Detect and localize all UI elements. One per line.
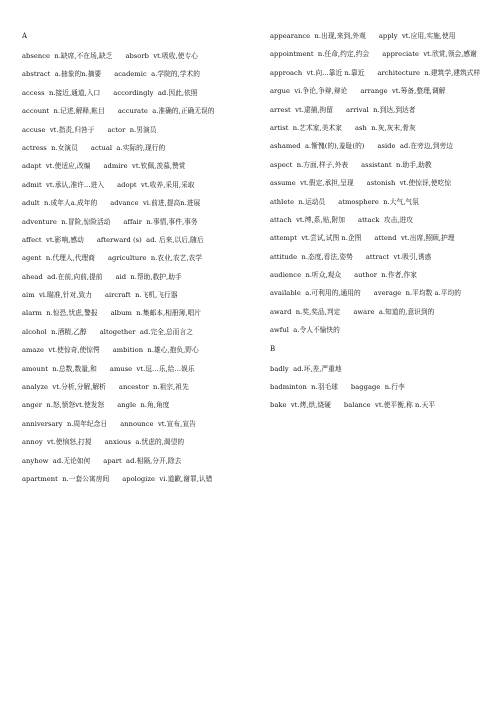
- vocab-definition: vt.逗…乐,给…娱乐: [136, 364, 195, 373]
- vocab-entry: [270, 252, 486, 263]
- vocab-definition: a.令人不愉快的: [293, 326, 340, 335]
- vocab-word: available: [270, 289, 301, 298]
- vocab-definition: vt.假定,承担,呈现: [300, 179, 354, 188]
- vocab-definition: n.出现,来到,外观: [314, 32, 366, 40]
- vocab-definition: n.冒险,惊险活动: [61, 217, 111, 226]
- vocab-word: ashamed: [270, 142, 301, 151]
- vocab-definition: vt.收养,采用,采取: [141, 180, 195, 189]
- vocab-definition: vt.筹备,整理,调解: [391, 87, 446, 96]
- vocab-word: amuse: [109, 364, 133, 373]
- vocab-definition: n.成年人a.成年的: [44, 199, 98, 208]
- vocab-entry: [22, 364, 256, 375]
- vocab-definition: n.大气,气氛: [383, 197, 419, 206]
- vocab-word: average: [373, 289, 402, 298]
- vocab-word: approach: [270, 68, 303, 77]
- vocab-entry: [22, 419, 256, 430]
- vocab-word: appearance: [270, 32, 311, 40]
- vocab-entry: [270, 364, 486, 375]
- vocab-entry: [270, 215, 486, 226]
- vocab-entry: [22, 180, 256, 191]
- vocab-word: aware: [353, 307, 375, 316]
- vocab-word: apartment: [22, 474, 58, 483]
- vocab-word: account: [22, 107, 50, 116]
- vocab-entry: [270, 400, 486, 411]
- vocab-entry: [270, 382, 486, 393]
- vocab-entry: [270, 178, 486, 189]
- vocab-entry: [22, 474, 256, 485]
- vocab-word: aspect: [270, 160, 293, 169]
- vocab-definition: n.事情,事件,事务: [146, 217, 198, 226]
- vocab-definition: n.角,角度: [140, 401, 170, 410]
- vocab-word: alarm: [22, 309, 42, 318]
- vocab-word: badminton: [270, 383, 307, 392]
- vocab-definition: n.男演员: [129, 125, 157, 134]
- vocab-entry: [22, 308, 256, 319]
- vocab-definition: n.态度,看法,姿势: [301, 252, 353, 261]
- vocab-word: announce: [120, 419, 154, 428]
- vocab-word: accuse: [22, 125, 46, 134]
- vocab-definition: n.惊恐,忧虑,警报: [46, 309, 98, 318]
- vocab-word: athlete: [270, 197, 295, 206]
- vocab-definition: vt.吸引,诱惑: [393, 252, 432, 261]
- vocab-definition: vt.缚,系,贴,附加: [296, 215, 346, 224]
- vocab-word: actress: [22, 143, 47, 152]
- vocab-entry: [22, 400, 256, 411]
- vocab-entry: [22, 217, 256, 228]
- vocab-definition: ad.坏,差,严重地: [293, 364, 342, 373]
- vocab-definition: vt.分析,分解,解析: [52, 383, 106, 392]
- vocab-definition: n.总数,数量,和: [52, 364, 97, 373]
- vocab-word: actor: [107, 125, 126, 134]
- vocab-definition: ad.因此,依照: [157, 88, 198, 97]
- vocab-definition: a.准确的,正确无误的: [152, 107, 215, 116]
- vocab-definition: ad. 后来,以后,随后: [146, 235, 204, 244]
- vocab-word: assistant: [361, 160, 392, 169]
- vocab-definition: vt.应用,实施,使用: [401, 32, 456, 40]
- vocab-definition: n.祖宗,祖先: [153, 383, 189, 392]
- vocab-word: apart: [103, 456, 122, 465]
- vocab-definition: vt.烤,烘,烧硬: [290, 401, 331, 410]
- vocab-entry: [270, 141, 486, 152]
- vocab-definition: vi.瞄准,针对,致力: [38, 291, 92, 300]
- vocab-word: assume: [270, 179, 296, 188]
- vocab-definition: vt.钦佩,羡慕,赞赏: [132, 162, 186, 171]
- vocab-entry: [270, 160, 486, 171]
- vocab-definition: n.飞机,飞行器: [135, 291, 178, 300]
- vocab-entry: [270, 325, 486, 336]
- vocab-definition: a.可利用的,通用的: [305, 289, 361, 298]
- vocab-entry: [270, 197, 486, 208]
- vocab-entry: [22, 198, 256, 209]
- vocab-definition: n.方面,样子,外表: [296, 160, 349, 169]
- vocab-entry: [270, 86, 486, 97]
- vocab-entry: [22, 456, 256, 467]
- vocab-word: affair: [123, 217, 142, 226]
- vocab-definition: n.建筑学,建筑式样: [424, 68, 481, 77]
- vocab-word: album: [110, 309, 132, 318]
- vocab-word: artist: [270, 123, 289, 132]
- vocab-definition: vt.使惊讶,使吃惊: [399, 179, 452, 188]
- vocab-definition: vt.吸收,使专心: [153, 52, 198, 60]
- vocab-word: baggage: [350, 383, 381, 392]
- vocab-definition: ad.在旁边,到旁边: [399, 142, 454, 151]
- vocab-word: adapt: [22, 162, 42, 171]
- vocab-word: argue: [270, 87, 290, 96]
- vocab-word: attach: [270, 215, 292, 224]
- vocab-definition: n.一套公寓房间: [62, 474, 110, 483]
- vocab-definition: vt.出席,照顾,护理: [400, 234, 455, 243]
- vocab-entry: [22, 51, 256, 62]
- vocab-entry: [22, 290, 256, 301]
- vocab-definition: n.雄心,抱负,野心: [147, 346, 199, 355]
- vocab-word: aside: [377, 142, 396, 151]
- vocab-word: afterward (s): [96, 235, 142, 244]
- vocab-entry: [270, 105, 486, 116]
- vocab-definition: ad.相隔,分开,除去: [126, 456, 182, 465]
- vocab-definition: n.作者,作家: [381, 271, 417, 280]
- vocab-definition: n.到达,到达者: [373, 105, 416, 114]
- vocab-definition: a.学院的,学术的: [151, 70, 200, 79]
- vocab-definition: vt.使恼怒,打搅: [47, 438, 92, 447]
- vocab-entry: [270, 288, 486, 299]
- vocab-definition: n.艺术家,美术家: [292, 123, 342, 132]
- vocab-definition: n.酒精,乙醇: [51, 327, 87, 336]
- vocab-word: author: [354, 271, 377, 280]
- vocab-word: attend: [374, 234, 397, 243]
- vocab-definition: ad.完全,总而言之: [139, 327, 194, 336]
- vocab-word: alcohol: [22, 327, 47, 336]
- vocab-word: advance: [110, 199, 139, 208]
- vocab-definition: n.羽毛球: [311, 383, 338, 392]
- vocab-word: amount: [22, 364, 48, 373]
- vocab-entry: [270, 307, 486, 318]
- vocab-definition: n.奖,奖品,判定: [295, 307, 341, 316]
- vocab-definition: vt.使惊奇,使惊愕: [48, 346, 100, 355]
- vocab-definition: a.知道的,意识到的: [378, 307, 435, 316]
- vocab-entry: [270, 233, 486, 244]
- vocab-word: arrange: [360, 87, 388, 96]
- vocab-word: apologize: [122, 474, 156, 483]
- vocab-entry: [22, 253, 256, 264]
- vocab-word: anyhow: [22, 456, 49, 465]
- vocab-word: absence: [22, 52, 51, 60]
- vocab-definition: vt.逮捕,拘留: [295, 105, 333, 114]
- vocab-definition: vt.影响,感动: [46, 235, 84, 244]
- vocab-definition: a.抽象的n.摘要: [54, 70, 102, 79]
- vocab-definition: a.实际的,现行的: [116, 143, 166, 152]
- vocab-word: accurate: [117, 107, 148, 116]
- vocab-definition: n.接近,通道,入口: [48, 88, 101, 97]
- vocab-word: attempt: [270, 234, 297, 243]
- vocab-word: admit: [22, 180, 42, 189]
- vocab-word: actual: [90, 143, 113, 152]
- vocab-entry: [22, 327, 256, 338]
- vocab-entry: [22, 88, 256, 99]
- vocab-definition: vt.使适应,改编: [45, 162, 91, 171]
- vocab-definition: vt.使平衡,称 n.天平: [375, 401, 436, 410]
- vocab-word: apply: [378, 32, 398, 40]
- vocab-entry: [270, 31, 486, 42]
- vocab-word: astonish: [366, 179, 396, 188]
- vocab-entry: [22, 125, 256, 136]
- vocab-word: affect: [22, 235, 42, 244]
- vocab-word: adult: [22, 199, 40, 208]
- vocab-word: ancestor: [118, 383, 149, 392]
- vocab-entry: [270, 68, 486, 79]
- vocab-word: badly: [270, 364, 289, 373]
- vocab-word: accordingly: [113, 88, 154, 97]
- vocab-word: ambition: [112, 346, 144, 355]
- vocab-definition: n.帮助,救护,助手: [130, 272, 182, 281]
- vocab-definition: n.女演员: [51, 143, 78, 152]
- vocab-word: agriculture: [107, 254, 147, 263]
- vocab-word: aim: [22, 291, 35, 300]
- vocab-definition: ad.在前,向前,提前: [47, 272, 103, 281]
- vocab-word: attitude: [270, 252, 298, 261]
- vocab-definition: n.行李: [384, 383, 405, 392]
- vocab-entry: [270, 123, 486, 134]
- vocab-definition: n.任命,约定,约会: [317, 50, 370, 59]
- vocab-word: appointment: [270, 50, 314, 59]
- vocab-word: ash: [354, 123, 367, 132]
- vocab-word: aircraft: [104, 291, 131, 300]
- vocab-definition: n.集邮本,相册簿,唱片: [136, 309, 202, 318]
- vocab-definition: a.惭愧(的),羞耻(的): [305, 142, 365, 151]
- vocab-word: academic: [114, 70, 147, 79]
- vocab-word: architecture: [377, 68, 420, 77]
- vocab-definition: 攻击,进攻: [383, 215, 413, 224]
- vocab-definition: n.听众,观众: [305, 271, 342, 280]
- vocab-entry: [22, 143, 256, 154]
- vocab-definition: vt.宣布,宣告: [157, 419, 196, 428]
- vocab-word: adventure: [22, 217, 57, 226]
- vocab-word: attract: [365, 252, 390, 261]
- vocab-definition: n.记述,解释,帐目: [53, 107, 105, 116]
- vocab-entry: [22, 235, 256, 246]
- vocab-word: angle: [117, 401, 137, 410]
- vocab-definition: n.平均数 a.平均的: [405, 289, 461, 298]
- vocab-definition: n.农业,农艺,农学: [150, 254, 203, 263]
- vocab-definition: vi.前进,提高n.进展: [142, 199, 201, 208]
- vocab-word: anxious: [104, 438, 131, 447]
- vocab-word: atmosphere: [338, 197, 379, 206]
- vocab-definition: vt.指责,归咎于: [49, 125, 95, 134]
- vocab-entry: [22, 437, 256, 448]
- vocab-word: annoy: [22, 438, 43, 447]
- vocab-word: ahead: [22, 272, 43, 281]
- vocab-word: audience: [270, 271, 302, 280]
- vocab-definition: n.灰,灰末,骨灰: [371, 123, 416, 132]
- vocab-definition: vt.向…靠近 n.靠近: [306, 68, 365, 77]
- vocab-word: amaze: [22, 346, 45, 355]
- vocab-word: anger: [22, 401, 42, 410]
- vocab-definition: a.忧虑的,渴望的: [135, 438, 185, 447]
- vocab-entry: [22, 382, 256, 393]
- vocab-word: analyze: [22, 383, 49, 392]
- vocab-word: absorb: [125, 52, 149, 60]
- vocab-word: award: [270, 307, 292, 316]
- left-column: [22, 31, 256, 492]
- vocab-definition: n.缺席,不在场,缺乏: [54, 52, 113, 60]
- vocab-definition: n.怒,愤怒vt.使发怒: [46, 401, 105, 410]
- vocab-word: abstract: [22, 70, 51, 79]
- vocab-definition: n.周年纪念日: [66, 419, 108, 428]
- vocab-word: altogether: [99, 327, 136, 336]
- vocab-definition: vt.尝试,试图 n.企图: [301, 234, 362, 243]
- vocab-word: access: [22, 88, 45, 97]
- vocab-entry: [22, 161, 256, 172]
- vocab-definition: n.代理人,代理商: [45, 254, 95, 263]
- vocab-definition: n.运动员: [298, 197, 326, 206]
- vocab-word: balance: [343, 401, 371, 410]
- vocab-word: anniversary: [22, 419, 63, 428]
- vocab-definition: n.助手,助教: [395, 160, 432, 169]
- vocab-definition: vi.争论,争辩,辩论: [294, 87, 348, 96]
- right-column: [270, 31, 486, 419]
- vocab-entry: [22, 106, 256, 117]
- vocab-entry: [270, 270, 486, 281]
- section-letter: A: [22, 32, 28, 40]
- vocab-word: adopt: [117, 180, 137, 189]
- vocab-word: arrest: [270, 105, 291, 114]
- vocab-word: aid: [115, 272, 127, 281]
- vocab-definition: vt.承认,准许…进入: [46, 180, 105, 189]
- vocab-word: admire: [103, 162, 128, 171]
- vocab-entry: [22, 345, 256, 356]
- vocab-entry: [270, 49, 486, 60]
- vocab-word: agent: [22, 254, 42, 263]
- vocab-word: bake: [270, 401, 287, 410]
- vocab-definition: vt.欣赏,领会,感谢: [423, 50, 477, 59]
- vocab-word: appreciate: [382, 50, 419, 59]
- vocab-entry: [22, 272, 256, 283]
- vocab-definition: ad.无论如何: [52, 456, 91, 465]
- vocab-word: awful: [270, 326, 289, 335]
- vocab-word: attack: [358, 215, 380, 224]
- vocab-definition: vi.道歉,谢罪,认错: [159, 474, 213, 483]
- section-letter: B: [270, 344, 276, 353]
- vocab-word: arrival: [346, 105, 369, 114]
- vocab-entry: [22, 69, 256, 80]
